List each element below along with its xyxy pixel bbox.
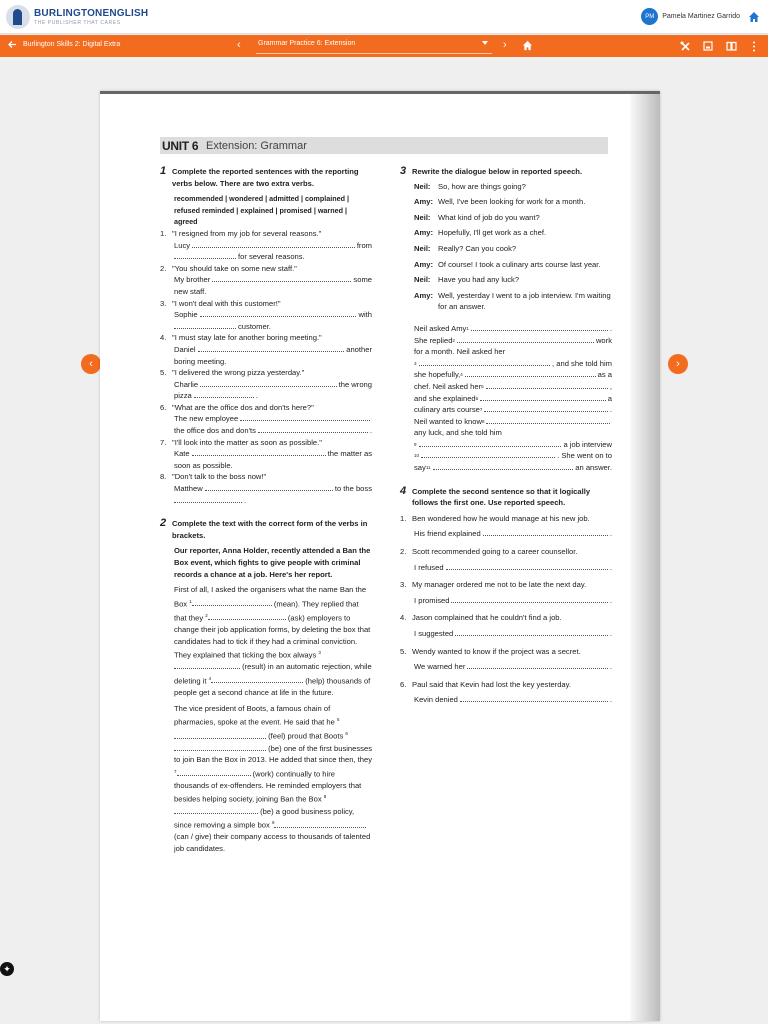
avatar[interactable]: PM: [641, 8, 658, 25]
exercise-4-item: 3. My manager ordered me not to be late the next day.: [400, 580, 587, 590]
navigation-bar: [0, 35, 768, 57]
tools-icon[interactable]: [679, 40, 691, 52]
brand-logo[interactable]: [6, 3, 148, 31]
back-button[interactable]: [8, 40, 120, 49]
exercise-3-header: 3 Rewrite the dialogue below in reported speech.: [400, 165, 583, 177]
more-icon[interactable]: [748, 40, 760, 52]
chevron-right-icon[interactable]: ›: [503, 39, 507, 51]
exercise-4-header: 4 Complete the second sentence so that it logically follows the first one. Use reported speech.: [400, 484, 591, 508]
exercise-4-item: 5. Wendy wanted to know if the project was a secret.: [400, 646, 581, 656]
course-title[interactable]: Burlington Skills 2: Digital Extra: [23, 41, 121, 48]
unit-title: Extension: Grammar: [206, 140, 307, 152]
back-arrow-icon[interactable]: [8, 40, 17, 49]
exercise-4-item: 2. Scott recommended going to a career counsellor.: [400, 547, 578, 557]
unit-header: [160, 137, 608, 154]
exercise-1-item: 6. "What are the office dos and don'ts here?": [160, 402, 314, 412]
lesson-select-value: Grammar Practice 6: Extension: [258, 40, 356, 47]
save-icon[interactable]: [702, 40, 714, 52]
home-icon[interactable]: [522, 40, 533, 51]
left-column: 1 Complete the reported sentences with the reporting verbs below. There are two extra verbs. recommended | wondered | admitted | complained | refused reminded | explained | promised | warned | agreed 1. "I resigned from my job for several reasons." Lucy from for several reasons. 2. "You should take on some new staff." My brother some new staff. 3. "I won't deal with this customer!" Sophie with customer. 4. "I must stay late for another boring meeting." Daniel another boring meeting. 5. "I delivered the wrong pizza yesterday." Charlie the wrong pizza . 6. "What are the office dos and don'ts here?" The new employee the office dos and don'ts . 7. "I'll look into the matter as soon as possible." Kate the matter as soon as possible. 8. "Don't talk to the boss now!" Matthew to the boss . 2 Complete the text with the correct form of the verbs in brackets. Our reporter, Anna Holder, recently attended a Ban the Box event, which fights to give people with criminal records a chance at a job. Here's her report. First of all, I asked the organisers what the name Ban the Box $^1$ (mean). They replied that that they $^2$ (ask) employers to change their job application forms, by deleting the box that candidates had to tick if they had a criminal conviction. They explained that ticking the box always $^3$ (result) in an automatic rejection, while deleting it $^4$ (help) thousands of people get a second chance at life in the future. The vice president of Boots, a famous chain of pharmacies, spoke at the event. He said that he $^5$ (feel) proud that Boots $^6$ (be) one of the first businesses to join Ban the Box in 2013. He added that since then, they $^7$ (work) continually to hire thousands of ex-offenders. He reminded employers that besides helping society, joining Ban the Box $^8$ (be) a good business policy, since removing a simple box $^9$ (can / give) their company access to thousands of talented job candidates.: [160, 165, 372, 853]
exercise-1-item: 1. "I resigned from my job for several reasons.": [160, 228, 322, 238]
chevron-left-icon[interactable]: ‹: [237, 39, 241, 51]
logo-mark-icon: [6, 5, 30, 29]
article-paragraph-2: The vice president of Boots, a famous chain of pharmacies, spoke at the event. He said that he $^5$ (feel) proud that Boots $^6$ (be) one of the first businesses to join Ban the Box in 2013. He added that since then, they $^7$ (work) continually to hire thousands of ex-offenders. He reminded employers that besides helping society, joining Ban the Box $^8$ (be) a good business policy, since removing a simple box $^9$ (can / give) their company access to thousands of talented job candidates.: [174, 703, 372, 853]
next-page-button[interactable]: [668, 354, 688, 374]
lesson-select[interactable]: [256, 38, 492, 54]
exercise-1-item: 5. "I delivered the wrong pizza yesterday.": [160, 368, 305, 378]
top-bar: [0, 0, 768, 34]
chevron-right-icon: ›: [676, 358, 680, 370]
exercise-1-item: 7. "I'll look into the matter as soon as possible.": [160, 437, 322, 447]
right-column: 3 Rewrite the dialogue below in reported speech. Neil: So, how are things going? Amy: Well, I've been looking for work for a month. Neil: What kind of job do you want? Amy: Hopefully, I'll get work as a chef. Neil: Really? Can you cook? Amy: Of course! I took a culinary arts course last year. Neil: Have you had any luck? Amy: Well, yesterday I went to a job interview. I'm waiting for an answer. Neil asked Amy 1 . She replied 2 work for a month. Neil asked her 3 , and she told him she hopefully, 4 as a chef. Neil asked her 5 , and she explained 6 a culinary arts course 7 . Neil wanted to know 8 any luck, and she told him 9 a job interview 10 . She went on to say 11 an answer. 4 Complete the second sentence so that it logically follows the first one. Use reported speech. 1. Ben wondered how he would manage at his new job. His friend explained . 2. Scott recommended going to a career counsellor. I refused . 3. My manager ordered me not to be late the next day. I promised . 4. Jason complained that he couldn't find a job. I suggested . 5. Wendy wanted to know if the project was a secret. We warned her . 6. Paul said that Kevin had lost the key yesterday. Kevin denied .: [400, 165, 612, 705]
user-name[interactable]: Pamela Martinez Garrido: [662, 13, 740, 20]
user-menu[interactable]: [641, 8, 760, 25]
book-icon[interactable]: [725, 40, 737, 52]
exercise-2-header: 2 Complete the text with the correct form of the verbs in brackets.: [160, 517, 368, 540]
exercise-1-item: 4. "I must stay late for another boring meeting.": [160, 333, 322, 343]
exercise-1-header: 1 Complete the reported sentences with the reporting verbs below. There are two extra verbs.: [160, 165, 359, 188]
unit-number: UNIT 6: [162, 139, 199, 153]
previous-page-button[interactable]: [81, 354, 101, 374]
chevron-down-icon[interactable]: [482, 41, 488, 45]
brand-tagline: THE PUBLISHER THAT CARES: [34, 19, 121, 26]
article-lead: Our reporter, Anna Holder, recently attended a Ban the Box event, which fights to give people with criminal records a chance at a job. Here's her report.: [174, 546, 371, 579]
workbook-page: [100, 91, 660, 1021]
exercise-1-item: 3. "I won't deal with this customer!": [160, 298, 281, 308]
exercise-4-item: 6. Paul said that Kevin had lost the key yesterday.: [400, 679, 571, 689]
brand-name: BURLINGTONENGLISH: [34, 7, 149, 19]
dialogue: Neil: So, how are things going? Amy: Well, I've been looking for work for a month. Neil: What kind of job do you want? Amy: Hopefully, I'll get work as a chef. Neil: Really? Can you cook? Amy: Of course! I took a culinary arts course last year. Neil: Have you had any luck? Amy: Well, yesterday I went to a job interview. I'm waiting for an answer.: [414, 181, 611, 312]
chevron-left-icon: ‹: [89, 358, 93, 370]
exercise-4-item: 1. Ben wondered how he would manage at his new job.: [400, 513, 590, 523]
exercise-4-item: 4. Jason complained that he couldn't find a job.: [400, 613, 562, 623]
exercise-1-item: 2. "You should take on some new staff.": [160, 263, 297, 273]
verb-box: recommended | wondered | admitted | complained | refused reminded | explained | promised | warned | agreed: [174, 194, 349, 227]
reported-speech-answer[interactable]: Neil asked Amy 1 . She replied 2 work for a month. Neil asked her 3 , and she told him she hopefully, 4 as a chef. Neil asked her 5 , and she explained 6 a culinary arts course 7 . Neil wanted to know 8 any luck, and she told him 9 a job interview 10 . She went on to say 11 an answer.: [414, 323, 612, 473]
accessibility-icon[interactable]: ✦: [0, 962, 14, 976]
exercise-1-item: 8. "Don't talk to the boss now!": [160, 472, 267, 482]
article-paragraph-1: First of all, I asked the organisers what the name Ban the Box $^1$ (mean). They replied that that they $^2$ (ask) employers to change their job application forms, by deleting the box that candidates had to tick if they had a criminal conviction. They explained that ticking the box always $^3$ (result) in an automatic rejection, while deleting it $^4$ (help) thousands of people get a second chance at life in the future.: [174, 585, 372, 698]
home-icon[interactable]: [748, 11, 760, 23]
